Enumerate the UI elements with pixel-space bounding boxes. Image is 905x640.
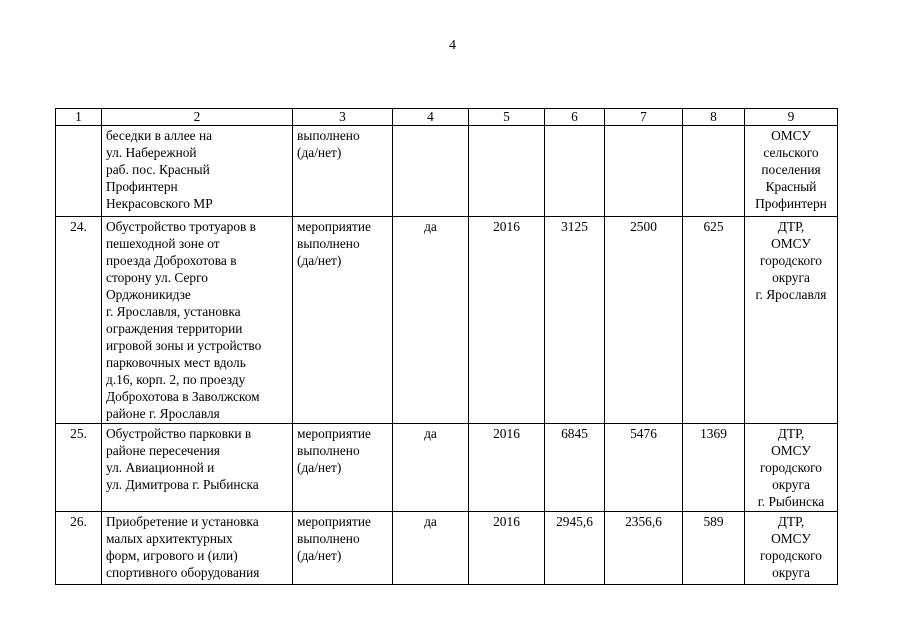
executor-cell xyxy=(745,512,838,585)
total-cell: 3125 xyxy=(545,217,605,424)
row-number-cell: 25. xyxy=(56,424,102,512)
row-number-cell xyxy=(56,126,102,217)
cell-line: Профинтерн xyxy=(106,179,178,194)
cell-line: Доброхотова в Заволжском xyxy=(106,389,260,404)
cell-line: округа xyxy=(772,270,810,285)
cell-line: малых архитектурных xyxy=(106,531,233,546)
row-number-cell: 26. xyxy=(56,512,102,585)
cell-line: выполнено xyxy=(297,128,360,143)
table-row xyxy=(56,424,838,512)
measure-name-cell xyxy=(102,126,293,217)
local-cell: 589 xyxy=(683,512,745,585)
regional-cell: 5476 xyxy=(605,424,683,512)
cell-line: сельского xyxy=(763,145,819,160)
year-cell xyxy=(469,126,545,217)
cell-line: Красный xyxy=(765,179,817,194)
cell-line: ДТР, xyxy=(777,514,805,529)
header-row xyxy=(56,109,838,126)
cell-line: районе г. Ярославля xyxy=(106,406,220,421)
measures-table xyxy=(55,108,838,585)
cell-line: ул. Димитрова г. Рыбинска xyxy=(106,477,259,492)
regional-cell xyxy=(605,126,683,217)
cell-line: парковочных мест вдоль xyxy=(106,355,246,370)
cell-line: ул. Авиационной и xyxy=(106,460,215,475)
plan-cell: да xyxy=(393,512,469,585)
total-cell: 6845 xyxy=(545,424,605,512)
indicator-cell xyxy=(293,126,393,217)
cell-line: форм, игрового и (или) xyxy=(106,548,238,563)
header-cell: 5 xyxy=(469,109,545,126)
cell-line: Профинтерн xyxy=(755,196,827,211)
cell-line: раб. пос. Красный xyxy=(106,162,210,177)
cell-line: г. Рыбинска xyxy=(757,494,825,509)
cell-line: пешеходной зоне от xyxy=(106,236,220,251)
header-cell: 4 xyxy=(393,109,469,126)
indicator-cell xyxy=(293,217,393,424)
cell-line: беседки в аллее на xyxy=(106,128,213,143)
cell-line: выполнено xyxy=(297,531,360,546)
header-cell: 3 xyxy=(293,109,393,126)
table-row xyxy=(56,126,838,217)
cell-line: г. Ярославля xyxy=(755,287,827,302)
row-number-cell: 24. xyxy=(56,217,102,424)
local-cell: 625 xyxy=(683,217,745,424)
cell-line: сторону ул. Серго xyxy=(106,270,208,285)
measure-name-cell xyxy=(102,424,293,512)
header-cell: 2 xyxy=(102,109,293,126)
cell-line: Приобретение и установка xyxy=(106,514,259,529)
cell-line: Обустройство тротуаров в xyxy=(106,219,257,234)
plan-cell: да xyxy=(393,217,469,424)
cell-line: проезда Доброхотова в xyxy=(106,253,237,268)
cell-line: ДТР, xyxy=(777,426,805,441)
cell-line: выполнено xyxy=(297,443,360,458)
cell-line: ОМСУ xyxy=(771,128,811,143)
cell-line: округа xyxy=(772,565,810,580)
total-cell xyxy=(545,126,605,217)
cell-line: д.16, корп. 2, по проезду xyxy=(106,372,246,387)
cell-line: ул. Набережной xyxy=(106,145,197,160)
local-cell xyxy=(683,126,745,217)
cell-line: поселения xyxy=(761,162,821,177)
cell-line: ОМСУ xyxy=(771,531,811,546)
header-cell: 1 xyxy=(56,109,102,126)
executor-cell xyxy=(745,424,838,512)
cell-line: г. Ярославля, установка xyxy=(106,304,241,319)
indicator-cell xyxy=(293,424,393,512)
cell-line: (да/нет) xyxy=(297,253,342,268)
plan-cell: да xyxy=(393,424,469,512)
cell-line: городского xyxy=(760,253,822,268)
header-cell: 9 xyxy=(745,109,838,126)
header-cell: 6 xyxy=(545,109,605,126)
cell-line: ограждения территории xyxy=(106,321,243,336)
regional-cell: 2356,6 xyxy=(605,512,683,585)
executor-cell xyxy=(745,126,838,217)
cell-line: игровой зоны и устройство xyxy=(106,338,262,353)
measure-name-cell xyxy=(102,512,293,585)
header-cell: 8 xyxy=(683,109,745,126)
cell-line: выполнено xyxy=(297,236,360,251)
year-cell: 2016 xyxy=(469,512,545,585)
table-row xyxy=(56,217,838,424)
cell-line: городского xyxy=(760,460,822,475)
cell-line: (да/нет) xyxy=(297,548,342,563)
cell-line: спортивного оборудования xyxy=(106,565,260,580)
cell-line: Орджоникидзе xyxy=(106,287,191,302)
total-cell: 2945,6 xyxy=(545,512,605,585)
cell-line: ОМСУ xyxy=(771,236,811,251)
cell-line: городского xyxy=(760,548,822,563)
cell-line: (да/нет) xyxy=(297,145,342,160)
cell-line: мероприятие xyxy=(297,514,371,529)
year-cell: 2016 xyxy=(469,217,545,424)
executor-cell xyxy=(745,217,838,424)
indicator-cell xyxy=(293,512,393,585)
cell-line: Обустройство парковки в xyxy=(106,426,252,441)
year-cell: 2016 xyxy=(469,424,545,512)
local-cell: 1369 xyxy=(683,424,745,512)
page-number: 4 xyxy=(449,38,456,53)
plan-cell xyxy=(393,126,469,217)
cell-line: ОМСУ xyxy=(771,443,811,458)
cell-line: Некрасовского МР xyxy=(106,196,213,211)
cell-line: (да/нет) xyxy=(297,460,342,475)
cell-line: округа xyxy=(772,477,810,492)
cell-line: районе пересечения xyxy=(106,443,220,458)
cell-line: мероприятие xyxy=(297,426,371,441)
cell-line: мероприятие xyxy=(297,219,371,234)
table-row xyxy=(56,512,838,585)
cell-line: ДТР, xyxy=(777,219,805,234)
regional-cell: 2500 xyxy=(605,217,683,424)
header-cell: 7 xyxy=(605,109,683,126)
measure-name-cell xyxy=(102,217,293,424)
